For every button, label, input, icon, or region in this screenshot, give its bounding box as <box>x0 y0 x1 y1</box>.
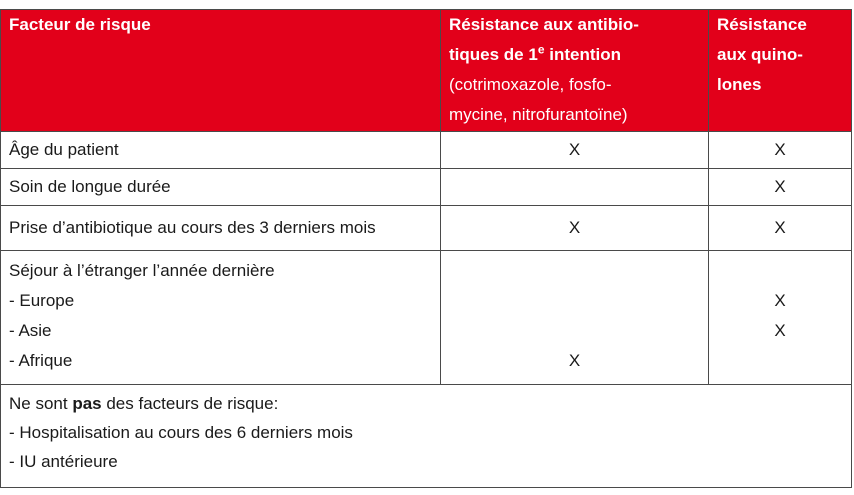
cell-first-line: X <box>441 132 709 169</box>
travel-europe-quinolones: X <box>774 291 786 310</box>
header-col2-line3: (cotrimoxazole, fosfo- <box>449 75 612 94</box>
cell-factor: Soin de longue durée <box>1 169 441 206</box>
travel-europe-first-line <box>449 286 700 316</box>
cell-factor: Prise d’antibiotique au cours des 3 derniers mois <box>1 206 441 251</box>
header-col2-line2-post: intention <box>544 45 621 64</box>
cell-not-risk-factors <box>1 385 852 488</box>
header-col3-line1: Résistance <box>717 15 807 34</box>
header-risk-factor <box>1 10 441 132</box>
risk-table-container <box>0 9 852 488</box>
cell-travel-quinolones <box>709 251 852 385</box>
footer-bold: pas <box>72 394 102 413</box>
footer-item-prior-uti: - IU antérieure <box>9 452 118 471</box>
travel-item-europe: - Europe <box>9 291 75 310</box>
table-row-travel <box>1 251 852 385</box>
header-col2-line2-pre: tiques de 1 <box>449 45 538 64</box>
footer-item-hospitalisation: - Hospitalisation au cours des 6 derniers mois <box>9 423 353 442</box>
footer-heading <box>9 389 843 418</box>
table-row <box>1 206 852 251</box>
header-col2-line1: Résistance aux antibio- <box>449 15 639 34</box>
travel-asia-quinolones: X <box>774 321 786 340</box>
header-first-line-resistance <box>441 10 709 132</box>
table-header-row <box>1 10 852 132</box>
table-row <box>1 132 852 169</box>
travel-africa-first-line: X <box>568 351 581 370</box>
cell-factor: Âge du patient <box>1 132 441 169</box>
cell-travel-factor <box>1 251 441 385</box>
risk-factor-table <box>0 9 852 488</box>
header-quinolone-resistance <box>709 10 852 132</box>
cell-first-line <box>441 169 709 206</box>
header-col2-line2 <box>449 40 700 70</box>
cell-travel-first-line <box>441 251 709 385</box>
table-row <box>1 169 852 206</box>
header-col3-line3: lones <box>717 75 762 94</box>
travel-asia-first-line <box>449 316 700 346</box>
footer-post: des facteurs de risque: <box>101 394 279 413</box>
travel-africa-quinolones <box>717 346 843 376</box>
header-col2-sup: e <box>537 42 545 57</box>
cell-first-line: X <box>441 206 709 251</box>
table-row-footer <box>1 385 852 488</box>
footer-pre: Ne sont <box>9 394 73 413</box>
header-col3-line2: aux quino- <box>717 45 803 64</box>
travel-title: Séjour à l’étranger l’année dernière <box>9 261 275 280</box>
travel-item-asia: - Asie <box>9 321 52 340</box>
header-col1-label: Facteur de risque <box>9 15 151 34</box>
header-col2-line4: mycine, nitrofurantoïne) <box>449 105 628 124</box>
cell-quinolones: X <box>709 132 852 169</box>
cell-quinolones: X <box>709 206 852 251</box>
travel-item-africa: - Afrique <box>9 351 73 370</box>
cell-quinolones: X <box>709 169 852 206</box>
